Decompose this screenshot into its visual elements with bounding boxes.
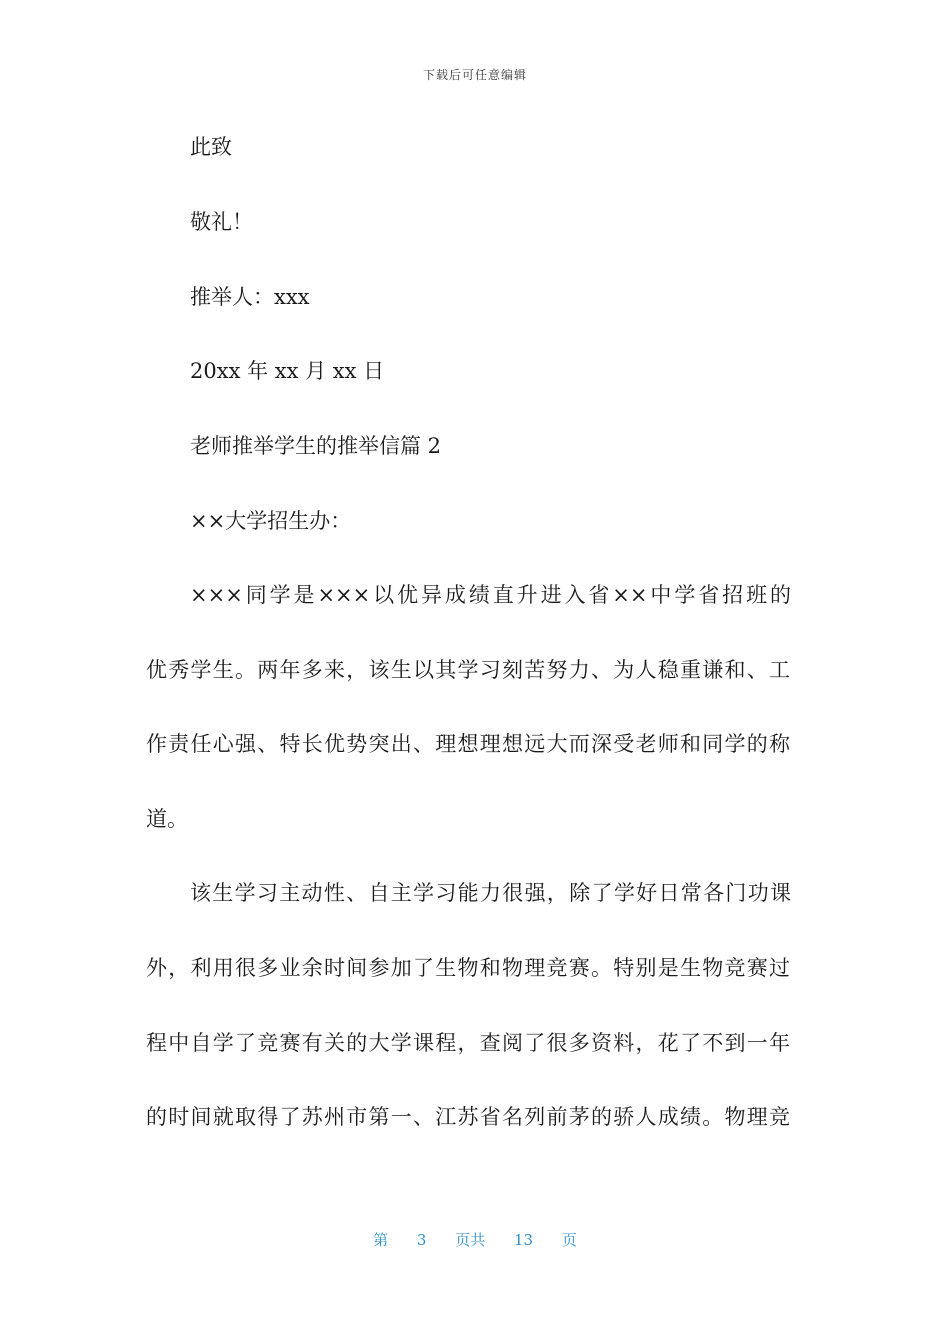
paragraph-2-line-2: 外，利用很多业余时间参加了生物和物理竞赛。特别是生物竞赛过: [146, 956, 791, 980]
recommender-line: 推举人：xxx: [190, 285, 310, 309]
paragraph-1-line-3: 作责任心强、特长优势突出、理想理想远大而深受老师和同学的称: [146, 732, 791, 756]
section-title: 老师推举学生的推举信篇 2: [190, 434, 442, 458]
paragraph-2-line-4: 的时间就取得了苏州市第一、江苏省名列前茅的骄人成绩。物理竞: [146, 1105, 791, 1129]
footer-page-word: 第: [373, 1231, 389, 1249]
paragraph-2-line-1: 该生学习主动性、自主学习能力很强，除了学好日常各门功课: [190, 881, 791, 905]
closing-line-1: 此致: [190, 135, 232, 159]
page-footer: [0, 1229, 950, 1250]
paragraph-1-line-1: ×××同学是×××以优异成绩直升进入省××中学省招班的: [190, 583, 791, 607]
paragraph-1-line-4: 道。: [146, 807, 188, 831]
page-header-note: 下载后可任意编辑: [422, 68, 527, 82]
footer-total-word: 页共: [455, 1231, 486, 1249]
date-line: 20xx 年 xx 月 xx 日: [190, 359, 385, 383]
closing-line-2: 敬礼！: [190, 210, 253, 234]
salutation-line: ××大学招生办：: [190, 509, 352, 533]
footer-page-number: 3: [416, 1231, 427, 1249]
paragraph-2-line-3: 程中自学了竞赛有关的大学课程，查阅了很多资料，花了不到一年: [146, 1031, 791, 1055]
paragraph-1-line-2: 优秀学生。两年多来，该生以其学习刻苦努力、为人稳重谦和、工: [146, 658, 791, 682]
footer-end-word: 页: [561, 1231, 577, 1249]
footer-total-number: 13: [514, 1231, 534, 1249]
